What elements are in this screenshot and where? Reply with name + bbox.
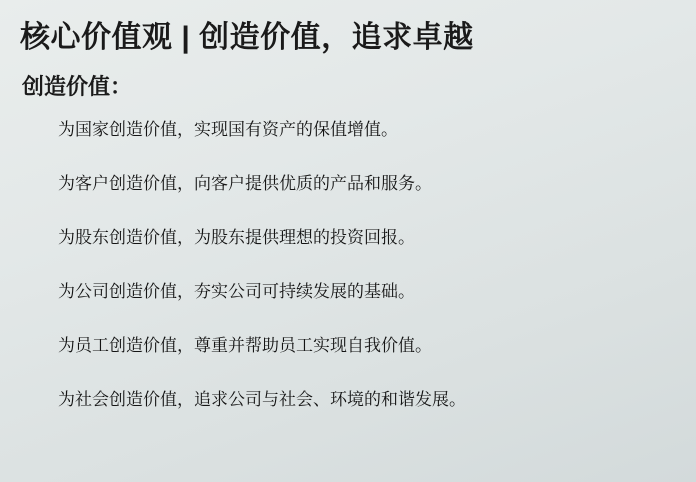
page-title: 核心价值观 | 创造价值，追求卓越 <box>20 21 474 54</box>
bullet-list <box>20 119 676 412</box>
list-item: 为客户创造价值，向客户提供优质的产品和服务。 <box>58 174 432 194</box>
list-item: 为公司创造价值，夯实公司可持续发展的基础。 <box>58 281 415 301</box>
list-item: 为社会创造价值，追求公司与社会、环境的和谐发展。 <box>58 389 466 409</box>
list-item: 为股东创造价值，为股东提供理想的投资回报。 <box>58 227 415 247</box>
list-item: 为国家创造价值，实现国有资产的保值增值。 <box>58 120 398 140</box>
list-item: 为员工创造价值，尊重并帮助员工实现自我价值。 <box>58 335 432 355</box>
section-subtitle: 创造价值： <box>22 73 133 99</box>
